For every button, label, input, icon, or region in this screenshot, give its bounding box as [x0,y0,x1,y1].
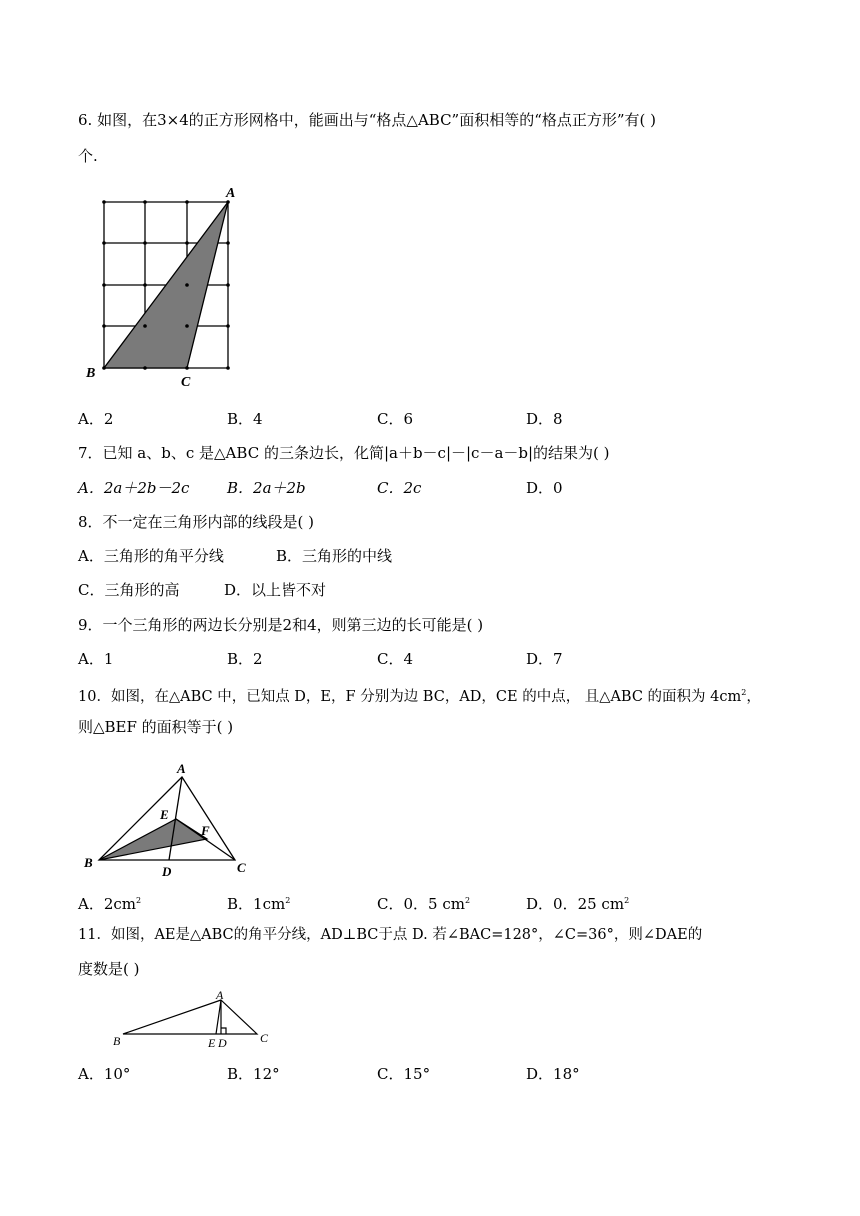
q10-stem-line1: 10．如图，在△ABC 中，已知点 D，E，F 分别为边 BC，AD，CE 的中点， 且△ABC 的面积为 $4cm^2$， [78,688,761,705]
label-e: E [208,1036,216,1050]
label-d: D [162,864,172,879]
label-c: C [260,1031,269,1045]
q7-stem: 7．已知 a、b、c 是△ABC 的三条边长，化简|a＋b－c|－|c－a－b|的结果为( ) [78,444,610,462]
q7-option-d: D．0 [526,479,563,497]
label-f: F [201,823,210,838]
label-e: E [160,807,169,822]
q11-option-d: D．18° [526,1065,580,1083]
q6-option-c: C．6 [377,410,414,428]
label-b: B [84,855,93,870]
right-angle-mark [221,1028,226,1034]
q8-option-d: D．以上皆不对 [224,581,327,599]
q7-option-a: A．2a＋2b－2c [78,479,190,497]
q6-grid-figure [80,180,260,390]
label-a: A [177,761,186,776]
q11-stem-line2: 度数是( ) [78,960,140,978]
q9-option-b: B．2 [227,650,263,668]
label-d: D [218,1036,227,1050]
label-a: A [226,186,236,201]
label-a: A [216,988,224,1002]
q8-option-c: C．三角形的高 [78,581,180,599]
q10-option-b: B．$1cm^2$ [227,895,291,913]
q8-stem: 8．不一定在三角形内部的线段是( ) [78,513,315,531]
q10-stem-line2: 则△BEF 的面积等于( ) [78,718,234,736]
triangle-abc [123,1000,257,1034]
label-b: B [86,366,96,381]
label-c: C [181,375,191,390]
q9-option-d: D．7 [526,650,563,668]
label-b: B [113,1034,121,1048]
q11-option-a: A．10° [78,1065,131,1083]
q10-option-c: C．0．5 $cm^2$ [377,895,471,913]
q6-option-d: D．8 [526,410,563,428]
q11-stem-line1: 11．如图，AE是△ABC的角平分线，AD⊥BC于点 D. 若∠BAC=128°，∠C=36°，则∠DAE的 [78,927,703,943]
q8-option-b: B．三角形的中线 [276,547,393,565]
triangle-bef [99,819,207,860]
q7-option-c: C．2c [377,479,422,497]
q11-triangle-figure [105,988,285,1052]
q6-option-a: A．2 [78,410,114,428]
q10-option-a: A．$2cm^2$ [78,895,142,913]
q9-option-c: C．4 [377,650,414,668]
q6-option-b: B．4 [227,410,263,428]
q10-option-d: D．0．25 $cm^2$ [526,895,630,913]
label-c: C [237,860,246,875]
q9-stem: 9．一个三角形的两边长分别是2和4，则第三边的长可能是( ) [78,616,484,634]
q11-option-b: B．12° [227,1065,280,1083]
q9-option-a: A．1 [78,650,114,668]
q11-option-c: C．15° [377,1065,431,1083]
segment-ad [169,777,182,860]
q10-triangle-figure [80,758,260,882]
segment-ae [216,1000,221,1034]
q8-option-a: A．三角形的角平分线 [78,547,224,565]
q7-option-b: B．2a＋2b [227,479,306,497]
q6-stem-line2: 个. [78,147,98,165]
q6-stem-line1: 6. 如图，在3×4的正方形网格中，能画出与“格点△ABC”面积相等的“格点正方形”有( ) [78,111,657,129]
